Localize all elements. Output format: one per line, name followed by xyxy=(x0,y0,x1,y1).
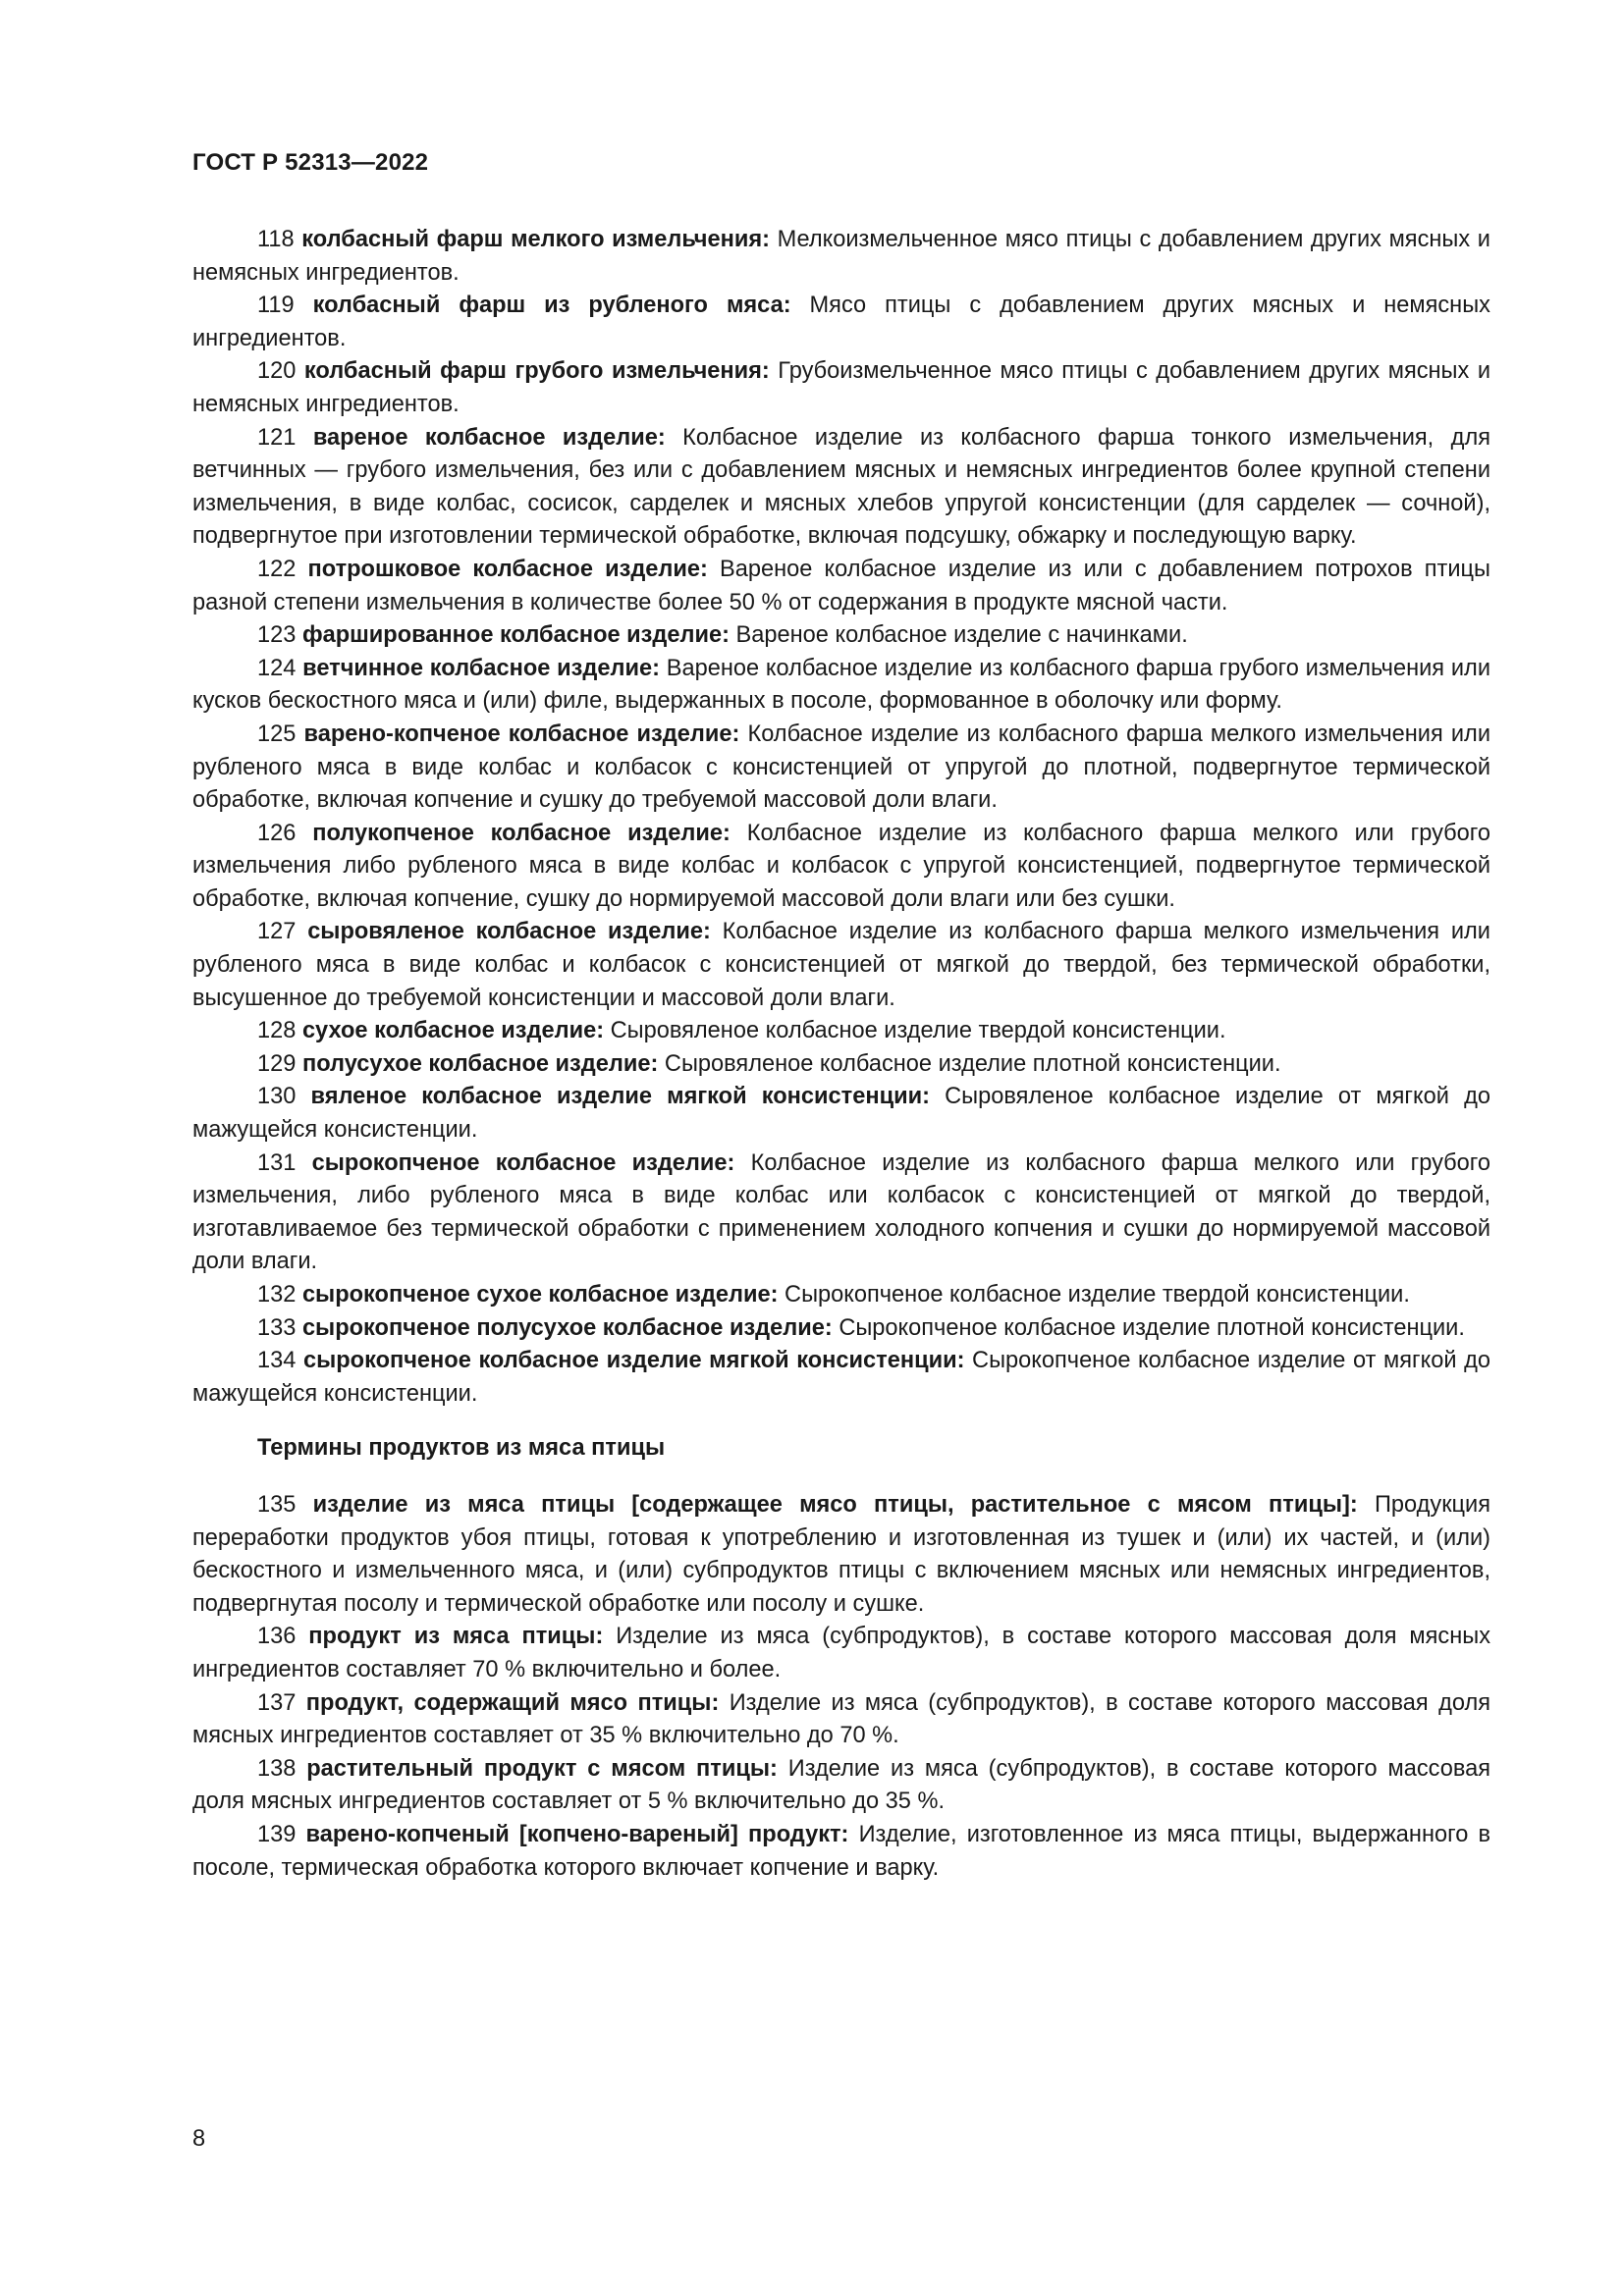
terms-list-poultry-products xyxy=(192,1489,1490,1885)
term-title: сухое колбасное изделие: xyxy=(301,1018,605,1044)
term-entry xyxy=(192,1621,1490,1686)
term-number: 132 xyxy=(257,1282,297,1308)
term-entry xyxy=(192,422,1490,554)
page-number: 8 xyxy=(192,2126,206,2152)
term-definition: Продукция переработки продуктов убоя птицы, готовая к употреблению и изготовленная из тушек и (или) их частей, и (или) бескостного и измельченного мяса, и (или) субпродуктов птицы с включением мясных или немясных ингредиентов, подвергнутая посолу и термической обработке или посолу и сушке. xyxy=(192,1491,1491,1617)
term-title: варено-копченое колбасное изделие: xyxy=(303,721,740,747)
term-title: вяленое колбасное изделие мягкой консистенции: xyxy=(310,1084,930,1110)
term-title: полукопченое колбасное изделие: xyxy=(312,820,731,846)
term-number: 137 xyxy=(257,1689,297,1716)
term-definition: Вареное колбасное изделие из или с добавлением потрохов птицы разной степени измельчения в количестве более 50 % от содержания в продукте мясной части. xyxy=(192,556,1490,615)
term-number: 138 xyxy=(257,1755,297,1782)
term-number: 128 xyxy=(257,1018,297,1044)
term-title: ветчинное колбасное изделие: xyxy=(302,655,660,681)
term-title: сырокопченое сухое колбасное изделие: xyxy=(301,1282,779,1308)
term-entry xyxy=(192,1819,1490,1885)
term-entry xyxy=(192,653,1490,719)
term-entry xyxy=(192,1148,1490,1279)
term-number: 130 xyxy=(257,1084,297,1110)
term-title: колбасный фарш мелкого измельчения: xyxy=(301,227,770,252)
term-number: 121 xyxy=(257,424,297,451)
term-entry xyxy=(192,290,1490,355)
term-entry xyxy=(192,1081,1490,1147)
term-entry xyxy=(192,1048,1490,1082)
term-entry xyxy=(192,224,1490,290)
term-title: полусухое колбасное изделие: xyxy=(301,1050,659,1077)
term-entry xyxy=(192,719,1490,818)
term-definition: Мелкоизмельченное мясо птицы с добавлением других мясных и немясных ингредиентов. xyxy=(192,227,1490,286)
term-definition: Изделие из мяса (субпродуктов), в составе которого массовая доля мясных ингредиентов составляет 70 % включительно и более. xyxy=(192,1624,1491,1682)
term-entry xyxy=(192,1312,1490,1346)
term-entry xyxy=(192,1753,1490,1819)
term-entry xyxy=(192,818,1490,917)
term-title: изделие из мяса птицы [содержащее мясо птицы, растительное с мясом птицы]: xyxy=(312,1491,1358,1518)
term-number: 122 xyxy=(257,556,297,582)
term-definition: Колбасное изделие из колбасного фарша тонкого измельчения, для ветчинных — грубого измельчения, без или с добавлением мясных и немясных ингредиентов более крупной степени измельчения, в виде колбас, сосисок, сарделек и мясных хлебов упругой консистенции (для сарделек — сочной), подвергнутое при изготовлении термической обработке, включая подсушку, обжарку и последующую варку. xyxy=(192,424,1490,550)
term-title: сырокопченое колбасное изделие: xyxy=(311,1149,735,1176)
term-number: 120 xyxy=(257,358,297,385)
term-definition: Изделие из мяса (субпродуктов), в составе которого массовая доля мясных ингредиентов составляет от 35 % включительно до 70 %. xyxy=(192,1689,1490,1749)
term-number: 139 xyxy=(257,1821,297,1847)
term-definition: Сыровяленое колбасное изделие от мягкой до мажущейся консистенции. xyxy=(192,1084,1490,1144)
term-definition: Мясо птицы с добавлением других мясных и немясных ингредиентов. xyxy=(192,293,1490,351)
term-definition: Колбасное изделие из колбасного фарша мелкого или грубого измельчения либо рубленого мяса в виде колбас и колбасок с упругой консистенцией, подвергнутое термической обработке, включая копчение, сушку до нормируемой массовой доли влаги или без сушки. xyxy=(192,820,1490,912)
term-entry xyxy=(192,1279,1490,1312)
term-number: 134 xyxy=(257,1348,297,1374)
term-title: вареное колбасное изделие: xyxy=(312,424,666,451)
term-title: колбасный фарш грубого измельчения: xyxy=(303,358,770,385)
term-title: сырокопченое полусухое колбасное изделие: xyxy=(301,1314,833,1341)
term-title: продукт, содержащий мясо птицы: xyxy=(305,1689,720,1716)
term-entry xyxy=(192,619,1490,653)
document-body xyxy=(192,224,1490,1885)
term-number: 126 xyxy=(257,820,297,846)
term-entry xyxy=(192,554,1490,619)
term-title: сыровяленое колбасное изделие: xyxy=(307,919,711,945)
term-definition: Вареное колбасное изделие с начинками. xyxy=(735,622,1188,649)
term-entry xyxy=(192,916,1490,1015)
term-number: 118 xyxy=(257,227,295,252)
term-title: сырокопченое колбасное изделие мягкой консистенции: xyxy=(302,1348,965,1374)
term-number: 135 xyxy=(257,1491,297,1518)
term-definition: Вареное колбасное изделие из колбасного фарша грубого измельчения или кусков бескостного мяса и (или) филе, выдержанных в посоле, формованное в оболочку или форму. xyxy=(192,655,1490,715)
term-entry xyxy=(192,1015,1490,1048)
term-number: 127 xyxy=(257,919,297,945)
term-definition: Сыровяленое колбасное изделие твердой консистенции. xyxy=(610,1018,1226,1044)
document-header: ГОСТ Р 52313—2022 xyxy=(192,149,429,176)
term-title: растительный продукт с мясом птицы: xyxy=(306,1755,778,1782)
term-entry xyxy=(192,1489,1490,1621)
section-heading: Термины продуктов из мяса птицы xyxy=(257,1435,666,1462)
term-definition: Сырокопченое колбасное изделие твердой консистенции. xyxy=(785,1282,1410,1308)
term-definition: Изделие из мяса (субпродуктов), в составе которого массовая доля мясных ингредиентов составляет от 5 % включительно до 35 %. xyxy=(192,1755,1490,1815)
term-title: потрошковое колбасное изделие: xyxy=(307,556,708,582)
terms-list-sausage xyxy=(192,224,1490,1411)
term-number: 131 xyxy=(257,1149,297,1176)
term-definition: Колбасное изделие из колбасного фарша мелкого или грубого измельчения, либо рубленого мяса в виде колбас или колбасок с консистенцией от мягкой до твердой, изготавливаемое без термической обработки с применением холодного копчения и сушки до нормируемой массовой доли влаги. xyxy=(192,1149,1491,1275)
term-number: 133 xyxy=(257,1314,297,1341)
term-entry xyxy=(192,1345,1490,1411)
term-definition: Сырокопченое колбасное изделие плотной консистенции. xyxy=(839,1314,1465,1341)
term-definition: Сырокопченое колбасное изделие от мягкой до мажущейся консистенции. xyxy=(192,1348,1491,1407)
term-entry xyxy=(192,355,1490,421)
term-number: 136 xyxy=(257,1624,297,1650)
term-number: 124 xyxy=(257,655,297,681)
term-number: 119 xyxy=(257,293,295,319)
term-definition: Изделие, изготовленное из мяса птицы, выдержанного в посоле, термическая обработка которого включает копчение и варку. xyxy=(192,1821,1491,1881)
term-entry xyxy=(192,1687,1490,1753)
term-number: 129 xyxy=(257,1050,297,1077)
term-number: 123 xyxy=(257,622,297,649)
term-number: 125 xyxy=(257,721,297,747)
term-definition: Грубоизмельченное мясо птицы с добавлением других мясных и немясных ингредиентов. xyxy=(192,358,1490,417)
term-title: варено-копченый [копчено-вареный] продукт: xyxy=(305,1821,849,1847)
term-definition: Колбасное изделие из колбасного фарша мелкого измельчения или рубленого мяса в виде колбас и колбасок с консистенцией от мягкой до твердой, без термической обработки, высушенное до требуемой консистенции и массовой доли влаги. xyxy=(192,919,1490,1011)
term-title: колбасный фарш из рубленого мяса: xyxy=(312,293,791,319)
term-definition: Сыровяленое колбасное изделие плотной консистенции. xyxy=(664,1050,1281,1077)
term-title: продукт из мяса птицы: xyxy=(308,1624,604,1650)
term-definition: Колбасное изделие из колбасного фарша мелкого измельчения или рубленого мяса в виде колбас и колбасок с консистенцией от упругой до плотной, подвергнутое термической обработке, включая копчение и сушку до требуемой массовой доли влаги. xyxy=(192,721,1490,814)
term-title: фаршированное колбасное изделие: xyxy=(301,622,730,649)
